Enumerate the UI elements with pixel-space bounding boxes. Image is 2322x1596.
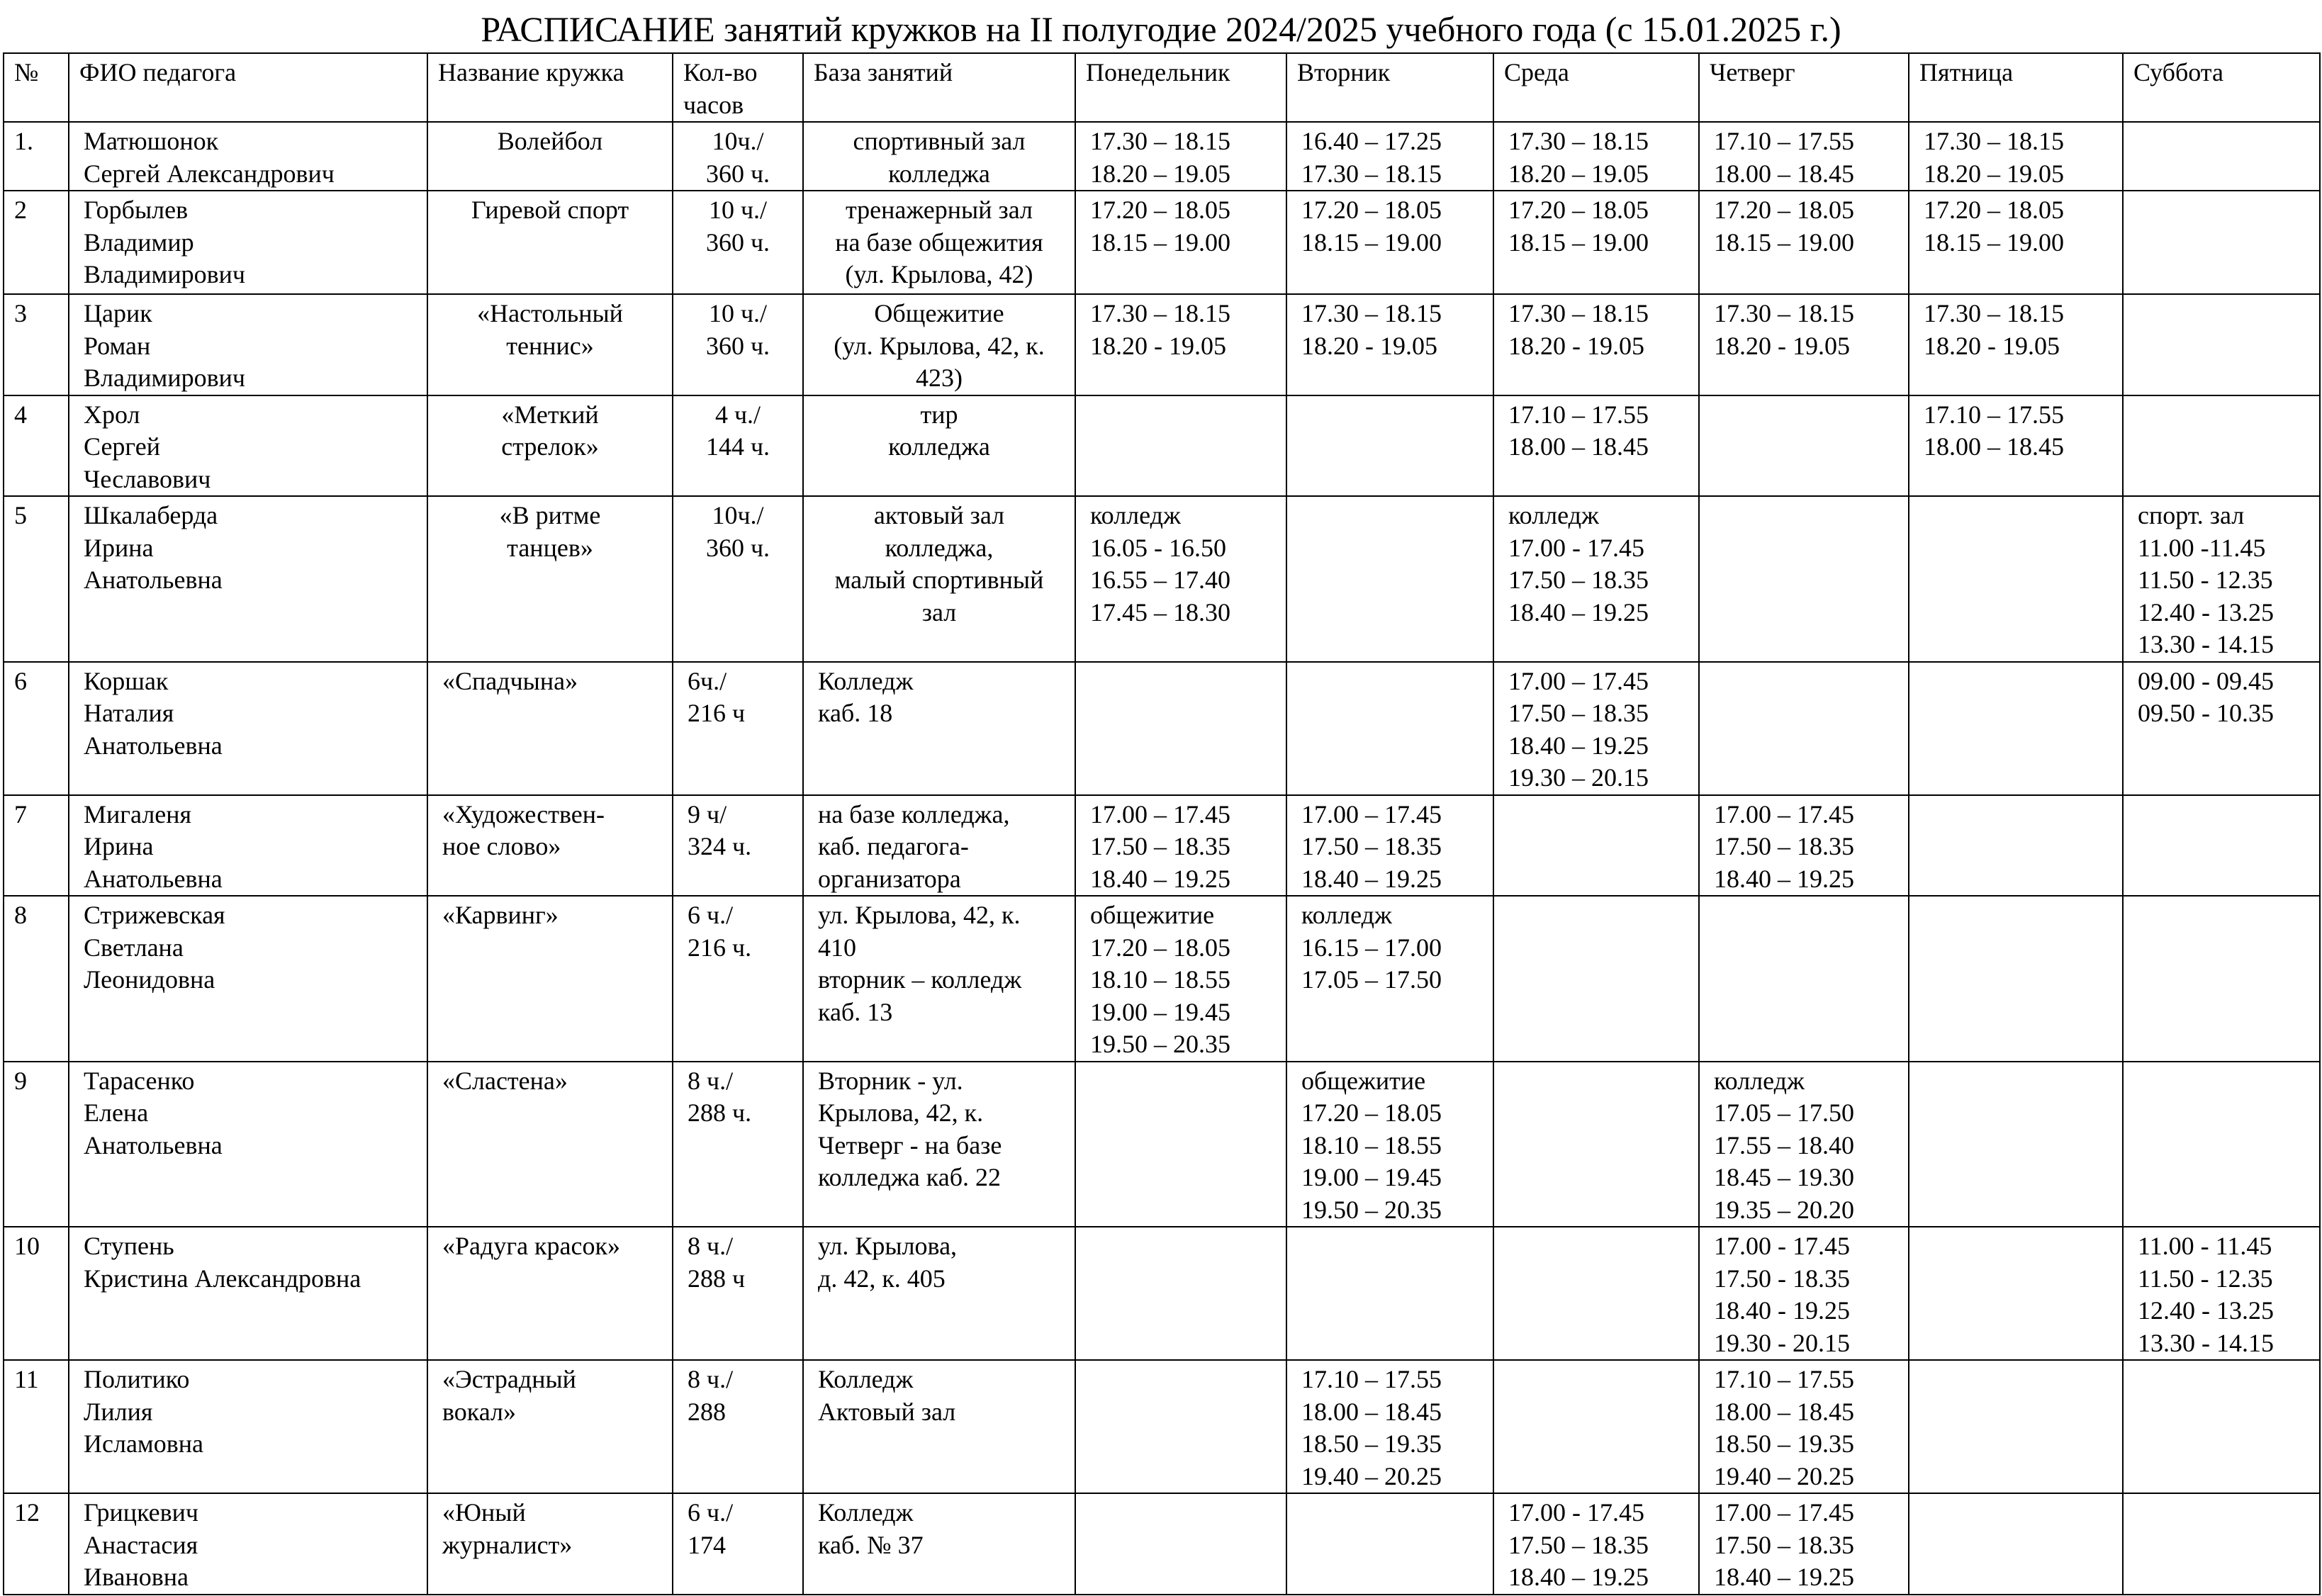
club-cell: «Эстрадный вокал» [427,1360,673,1493]
monday-cell [1075,1062,1286,1227]
header-friday: Пятница [1909,53,2123,122]
hours-cell: 10ч./ 360 ч. [673,122,803,191]
saturday-cell [2123,395,2320,497]
thursday-cell [1699,496,1909,662]
hours-cell: 10 ч./ 360 ч. [673,294,803,395]
tuesday-cell: 17.20 – 18.05 18.15 – 19.00 [1286,191,1493,294]
table-row [4,1360,2320,1493]
table-row [4,896,2320,1062]
monday-cell: колледж 16.05 - 16.50 16.55 – 17.40 17.45 – 18.30 [1075,496,1286,662]
thursday-cell: 17.30 – 18.15 18.20 - 19.05 [1699,294,1909,395]
saturday-cell [2123,795,2320,897]
teacher-cell: Стрижевская Светлана Леонидовна [69,896,427,1062]
monday-cell [1075,1227,1286,1360]
header-club: Название кружка [427,53,673,122]
teacher-cell: Ступень Кристина Александровна [69,1227,427,1360]
row-number: 3 [4,294,69,395]
header-tuesday: Вторник [1286,53,1493,122]
base-cell: тир колледжа [803,395,1075,497]
header-teacher: ФИО педагога [69,53,427,122]
header-wednesday: Среда [1493,53,1699,122]
thursday-cell [1699,395,1909,497]
row-number: 12 [4,1493,69,1595]
hours-cell: 10ч./ 360 ч. [673,496,803,662]
friday-cell: 17.10 – 17.55 18.00 – 18.45 [1909,395,2123,497]
teacher-cell: Матюшонок Сергей Александрович [69,122,427,191]
monday-cell [1075,1360,1286,1493]
teacher-cell: Мигаленя Ирина Анатольевна [69,795,427,897]
table-row [4,1493,2320,1595]
tuesday-cell: колледж 16.15 – 17.00 17.05 – 17.50 [1286,896,1493,1062]
tuesday-cell: 17.00 – 17.45 17.50 – 18.35 18.40 – 19.25 [1286,795,1493,897]
club-cell: «Меткий стрелок» [427,395,673,497]
club-cell: «Спадчына» [427,662,673,795]
tuesday-cell [1286,395,1493,497]
hours-cell: 6ч./ 216 ч [673,662,803,795]
wednesday-cell: колледж 17.00 - 17.45 17.50 – 18.35 18.40 – 19.25 [1493,496,1699,662]
friday-cell [1909,1493,2123,1595]
wednesday-cell [1493,896,1699,1062]
page-title: РАСПИСАНИЕ занятий кружков на II полугодие 2024/2025 учебного года (с 15.01.2025 г.) [481,9,1841,49]
row-number: 1. [4,122,69,191]
row-number: 2 [4,191,69,294]
schedule-table [3,52,2321,1595]
base-cell: ул. Крылова, 42, к. 410 вторник – колледж каб. 13 [803,896,1075,1062]
header-base: База занятий [803,53,1075,122]
table-row [4,395,2320,497]
tuesday-cell: 17.10 – 17.55 18.00 – 18.45 18.50 – 19.35 19.40 – 20.25 [1286,1360,1493,1493]
tuesday-cell: общежитие 17.20 – 18.05 18.10 – 18.55 19.00 – 19.45 19.50 – 20.35 [1286,1062,1493,1227]
base-cell: Вторник - ул. Крылова, 42, к. Четверг - на базе колледжа каб. 22 [803,1062,1075,1227]
base-cell: спортивный зал колледжа [803,122,1075,191]
friday-cell: 17.20 – 18.05 18.15 – 19.00 [1909,191,2123,294]
base-cell: ул. Крылова, д. 42, к. 405 [803,1227,1075,1360]
monday-cell: 17.00 – 17.45 17.50 – 18.35 18.40 – 19.25 [1075,795,1286,897]
thursday-cell: 17.00 – 17.45 17.50 – 18.35 18.40 – 19.25 [1699,795,1909,897]
table-row [4,1227,2320,1360]
thursday-cell: 17.00 – 17.45 17.50 – 18.35 18.40 – 19.25 [1699,1493,1909,1595]
wednesday-cell [1493,1360,1699,1493]
teacher-cell: Шкалаберда Ирина Анатольевна [69,496,427,662]
hours-cell: 6 ч./ 174 [673,1493,803,1595]
tuesday-cell [1286,662,1493,795]
monday-cell: 17.30 – 18.15 18.20 - 19.05 [1075,294,1286,395]
thursday-cell [1699,662,1909,795]
wednesday-cell: 17.30 – 18.15 18.20 - 19.05 [1493,294,1699,395]
teacher-cell: Грицкевич Анастасия Ивановна [69,1493,427,1595]
teacher-cell: Горбылев Владимир Владимирович [69,191,427,294]
header-row [4,53,2320,122]
saturday-cell [2123,1062,2320,1227]
saturday-cell [2123,191,2320,294]
thursday-cell: 17.10 – 17.55 18.00 – 18.45 [1699,122,1909,191]
teacher-cell: Хрол Сергей Чеславович [69,395,427,497]
club-cell: Волейбол [427,122,673,191]
club-cell: «Радуга красок» [427,1227,673,1360]
table-row [4,122,2320,191]
saturday-cell [2123,896,2320,1062]
monday-cell [1075,395,1286,497]
header-thursday: Четверг [1699,53,1909,122]
teacher-cell: Тарасенко Елена Анатольевна [69,1062,427,1227]
saturday-cell [2123,1360,2320,1493]
row-number: 11 [4,1360,69,1493]
saturday-cell [2123,294,2320,395]
base-cell: тренажерный зал на базе общежития (ул. Крылова, 42) [803,191,1075,294]
teacher-cell: Политико Лилия Исламовна [69,1360,427,1493]
monday-cell: 17.20 – 18.05 18.15 – 19.00 [1075,191,1286,294]
friday-cell: 17.30 – 18.15 18.20 - 19.05 [1909,294,2123,395]
club-cell: Гиревой спорт [427,191,673,294]
table-row [4,294,2320,395]
club-cell: «Настольный теннис» [427,294,673,395]
monday-cell [1075,1493,1286,1595]
tuesday-cell [1286,496,1493,662]
friday-cell: 17.30 – 18.15 18.20 – 19.05 [1909,122,2123,191]
friday-cell [1909,1062,2123,1227]
thursday-cell: колледж 17.05 – 17.50 17.55 – 18.40 18.45 – 19.30 19.35 – 20.20 [1699,1062,1909,1227]
club-cell: «Сластена» [427,1062,673,1227]
base-cell: Колледж каб. № 37 [803,1493,1075,1595]
row-number: 6 [4,662,69,795]
row-number: 4 [4,395,69,497]
friday-cell [1909,1227,2123,1360]
thursday-cell [1699,896,1909,1062]
thursday-cell: 17.00 - 17.45 17.50 - 18.35 18.40 - 19.25 19.30 - 20.15 [1699,1227,1909,1360]
table-row [4,662,2320,795]
friday-cell [1909,662,2123,795]
table-row [4,1062,2320,1227]
wednesday-cell: 17.10 – 17.55 18.00 – 18.45 [1493,395,1699,497]
thursday-cell: 17.10 – 17.55 18.00 – 18.45 18.50 – 19.35 19.40 – 20.25 [1699,1360,1909,1493]
table-row [4,795,2320,897]
saturday-cell [2123,122,2320,191]
hours-cell: 9 ч/ 324 ч. [673,795,803,897]
row-number: 7 [4,795,69,897]
tuesday-cell: 16.40 – 17.25 17.30 – 18.15 [1286,122,1493,191]
header-hours: Кол-во часов [673,53,803,122]
base-cell: на базе колледжа, каб. педагога- организатора [803,795,1075,897]
saturday-cell [2123,1493,2320,1595]
row-number: 8 [4,896,69,1062]
saturday-cell: 09.00 - 09.45 09.50 - 10.35 [2123,662,2320,795]
header-monday: Понедельник [1075,53,1286,122]
wednesday-cell: 17.00 – 17.45 17.50 – 18.35 18.40 – 19.25 19.30 – 20.15 [1493,662,1699,795]
tuesday-cell [1286,1227,1493,1360]
friday-cell [1909,1360,2123,1493]
wednesday-cell [1493,1227,1699,1360]
wednesday-cell [1493,795,1699,897]
base-cell: актовый зал колледжа, малый спортивный зал [803,496,1075,662]
thursday-cell: 17.20 – 18.05 18.15 – 19.00 [1699,191,1909,294]
club-cell: «Юный журналист» [427,1493,673,1595]
friday-cell [1909,896,2123,1062]
club-cell: «Художествен- ное слово» [427,795,673,897]
friday-cell [1909,795,2123,897]
base-cell: Колледж каб. 18 [803,662,1075,795]
table-row [4,496,2320,662]
base-cell: Колледж Актовый зал [803,1360,1075,1493]
monday-cell: общежитие 17.20 – 18.05 18.10 – 18.55 19.00 – 19.45 19.50 – 20.35 [1075,896,1286,1062]
hours-cell: 8 ч./ 288 ч. [673,1062,803,1227]
wednesday-cell: 17.20 – 18.05 18.15 – 19.00 [1493,191,1699,294]
hours-cell: 8 ч./ 288 [673,1360,803,1493]
teacher-cell: Коршак Наталия Анатольевна [69,662,427,795]
tuesday-cell: 17.30 – 18.15 18.20 - 19.05 [1286,294,1493,395]
teacher-cell: Царик Роман Владимирович [69,294,427,395]
wednesday-cell [1493,1062,1699,1227]
hours-cell: 10 ч./ 360 ч. [673,191,803,294]
club-cell: «Карвинг» [427,896,673,1062]
hours-cell: 8 ч./ 288 ч [673,1227,803,1360]
hours-cell: 6 ч./ 216 ч. [673,896,803,1062]
tuesday-cell [1286,1493,1493,1595]
base-cell: Общежитие (ул. Крылова, 42, к. 423) [803,294,1075,395]
table-row [4,191,2320,294]
friday-cell [1909,496,2123,662]
header-num: № [4,53,69,122]
wednesday-cell: 17.00 - 17.45 17.50 – 18.35 18.40 – 19.25 [1493,1493,1699,1595]
row-number: 9 [4,1062,69,1227]
hours-cell: 4 ч./ 144 ч. [673,395,803,497]
club-cell: «В ритме танцев» [427,496,673,662]
row-number: 5 [4,496,69,662]
row-number: 10 [4,1227,69,1360]
monday-cell [1075,662,1286,795]
wednesday-cell: 17.30 – 18.15 18.20 – 19.05 [1493,122,1699,191]
monday-cell: 17.30 – 18.15 18.20 – 19.05 [1075,122,1286,191]
saturday-cell: 11.00 - 11.45 11.50 - 12.35 12.40 - 13.25 13.30 - 14.15 [2123,1227,2320,1360]
saturday-cell: спорт. зал 11.00 -11.45 11.50 - 12.35 12.40 - 13.25 13.30 - 14.15 [2123,496,2320,662]
header-saturday: Суббота [2123,53,2320,122]
